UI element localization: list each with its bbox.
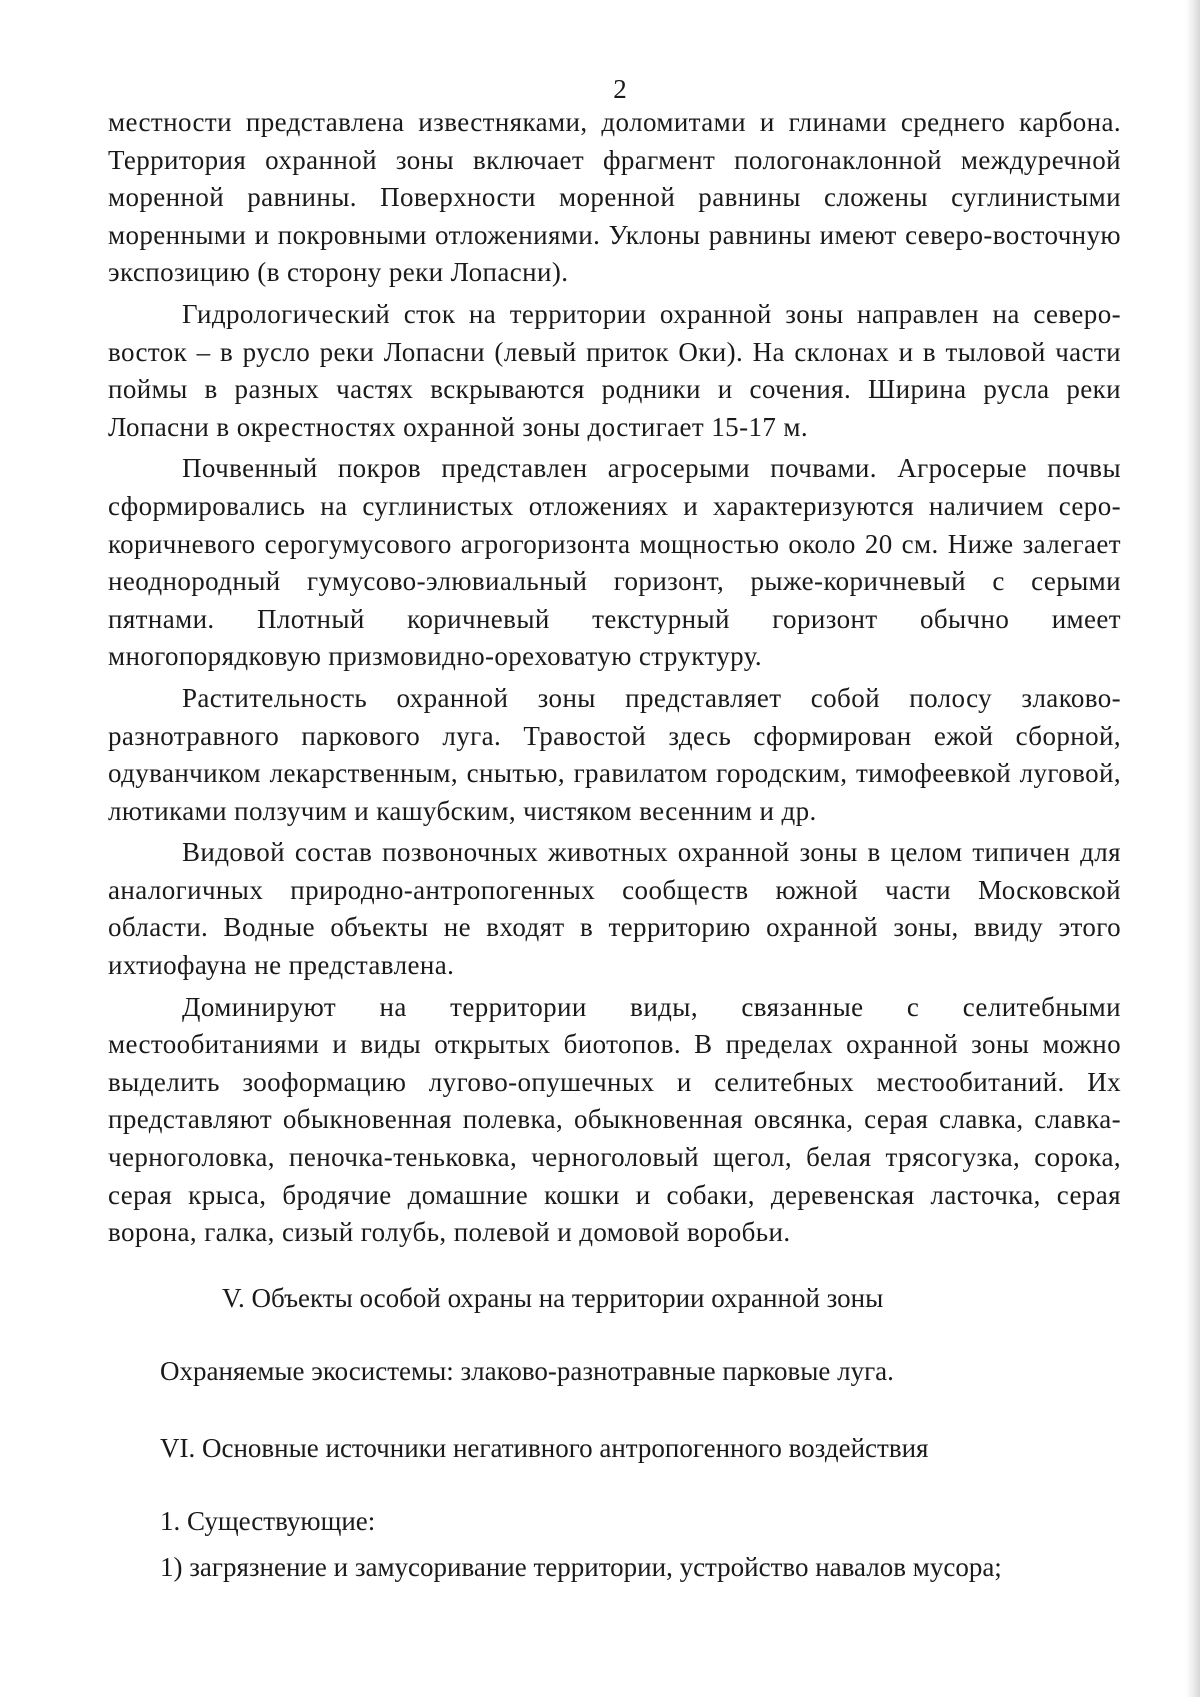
- body-text: [108, 104, 1121, 1252]
- paragraph-hydrology: Гидрологический сток на территории охранной зоны направлен на северо-восток – в русло реки Лопасни (левый приток Оки). На склонах и в тыловой части поймы в разных частях вскрываются родники и сочения. Ширина русла реки Лопасни в окрестностях охранной зоны достигает 15-17 м.: [108, 298, 1121, 442]
- section-v-heading: V. Объекты особой охраны на территории охранной зоны: [222, 1283, 884, 1313]
- section-vi-heading: VI. Основные источники негативного антропогенного воздействия: [160, 1433, 929, 1463]
- existing-source-item: 1) загрязнение и замусоривание территории, устройство навалов мусора;: [160, 1552, 1002, 1582]
- existing-sources-heading: 1. Существующие:: [160, 1506, 376, 1536]
- scan-edge-shadow: [1186, 0, 1200, 1697]
- page-number: 2: [613, 74, 627, 104]
- paragraph-soil: Почвенный покров представлен агросерыми почвами. Агросерые почвы сформировались на суглинистых отложениях и характеризуются наличием серо-коричневого серогумусового агрогоризонта мощностью около 20 см. Ниже залегает неоднородный гумусово-элювиальный горизонт, рыже-коричневый с серыми пятнами. Плотный коричневый текстурный горизонт обычно имеет многопорядковую призмовидно-ореховатую структуру.: [108, 453, 1121, 672]
- paragraph-fauna: Видовой состав позвоночных животных охранной зоны в целом типичен для аналогичных природно-антропогенных сообществ южной части Московской области. Водные объекты не входят в территорию охранной зоны, ввиду этого ихтиофауна не представлена.: [108, 837, 1121, 981]
- protected-ecosystems: Охраняемые экосистемы: злаково-разнотравные парковые луга.: [160, 1356, 894, 1386]
- paragraph-dominant-species: Доминируют на территории виды, связанные с селитебными местообитаниями и виды открытых биотопов. В пределах охранной зоны можно выделить зооформацию лугово-опушечных и селитебных местообитаний. Их представляют обыкновенная полевка, обыкновенная овсянка, серая славка, славка-черноголовка, пеночка-теньковка, черноголовый щегол, белая трясогузка, сорока, серая крыса, бродячие домашние кошки и собаки, деревенская ласточка, серая ворона, галка, сизый голубь, полевой и домовой воробьи.: [108, 991, 1121, 1248]
- paragraph-vegetation: Растительность охранной зоны представляет собой полосу злаково-разнотравного паркового луга. Травостой здесь сформирован ежой сборной, одуванчиком лекарственным, снытью, гравилатом городским, тимофеевкой луговой, лютиками ползучим и кашубским, чистяком весенним и др.: [108, 682, 1121, 826]
- paragraph-geology: местности представлена известняками, доломитами и глинами среднего карбона. Территория охранной зоны включает фрагмент пологонаклонной междуречной моренной равнины. Поверхности моренной равнины сложены суглинистыми моренными и покровными отложениями. Уклоны равнины имеют северо-восточную экспозицию (в сторону реки Лопасни).: [108, 107, 1121, 288]
